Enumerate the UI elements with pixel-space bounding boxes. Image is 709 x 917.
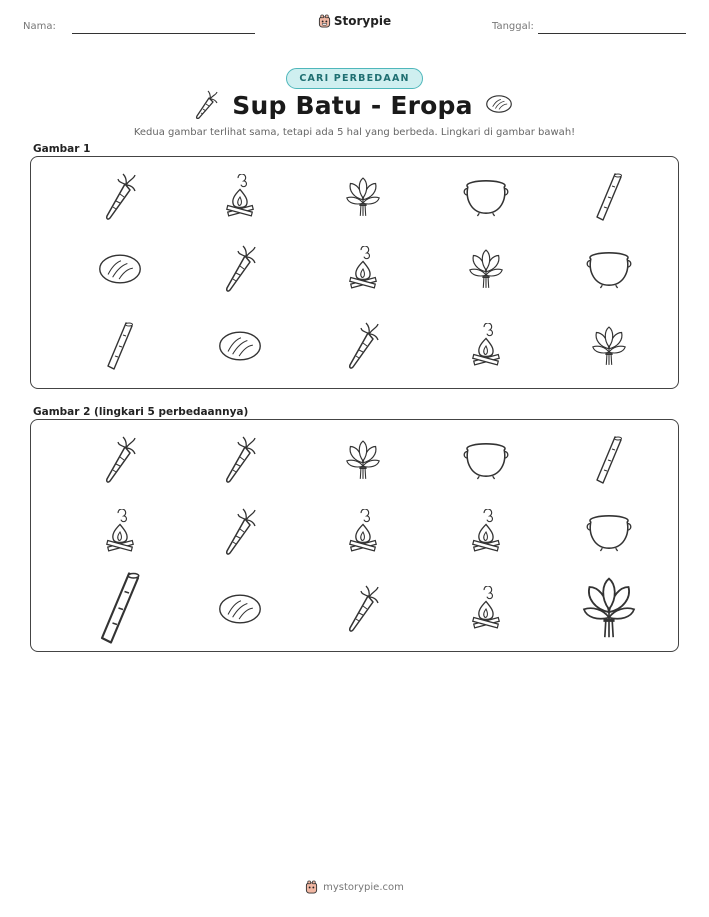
grid-cell	[68, 238, 172, 304]
page-title: Sup Batu - Eropa	[232, 90, 473, 120]
grid-cell	[68, 315, 172, 381]
instructions: Kedua gambar terlihat sama, tetapi ada 5 hal yang berbeda. Lingkari di gambar bawah!	[133, 127, 576, 138]
grid-cell[interactable]	[68, 429, 172, 495]
name-label: Nama:	[23, 21, 56, 32]
leafy-greens-icon	[591, 325, 627, 371]
stick-icon	[594, 172, 624, 226]
grid-cell	[68, 166, 172, 232]
leafy-greens-icon	[468, 248, 504, 294]
title-bread-icon	[485, 94, 515, 116]
activity-badge: CARI PERBEDAAN	[286, 68, 422, 89]
bread-loaf-icon	[97, 252, 143, 290]
leafy-greens-icon	[345, 439, 381, 485]
date-line[interactable]	[538, 33, 686, 34]
campfire-icon	[469, 586, 503, 636]
grid-cell[interactable]	[311, 578, 415, 644]
grid-cell[interactable]	[557, 429, 661, 495]
campfire-icon	[223, 174, 257, 224]
grid-cell[interactable]	[557, 578, 661, 644]
grid-cell	[188, 315, 292, 381]
grid-cell[interactable]	[434, 429, 538, 495]
grid-cell[interactable]	[188, 578, 292, 644]
brand	[0, 13, 709, 32]
title-carrot-icon	[194, 90, 220, 120]
storypie-mascot-icon	[318, 14, 331, 28]
leafy-greens-icon	[581, 575, 637, 646]
carrot-icon	[346, 322, 380, 374]
stick-icon	[594, 435, 624, 489]
panel-1-label: Gambar 1	[33, 143, 91, 155]
grid-cell[interactable]	[68, 501, 172, 567]
grid-cell[interactable]	[188, 501, 292, 567]
stick-icon	[98, 571, 143, 652]
grid-cell[interactable]	[188, 429, 292, 495]
brand-name: Storypie	[333, 14, 392, 28]
grid-cell	[434, 166, 538, 232]
name-line[interactable]	[72, 33, 255, 34]
grid-cell[interactable]	[557, 501, 661, 567]
cooking-pot-icon	[585, 249, 633, 293]
panel-2-label: Gambar 2 (lingkari 5 perbedaannya)	[33, 406, 249, 418]
carrot-icon	[223, 245, 257, 297]
storypie-mascot-icon	[305, 880, 318, 894]
date-label: Tanggal:	[492, 21, 534, 32]
stick-icon	[105, 321, 135, 375]
carrot-icon	[103, 173, 137, 225]
cooking-pot-icon	[462, 177, 510, 221]
footer	[0, 880, 709, 894]
bread-loaf-icon	[217, 592, 263, 630]
campfire-icon	[469, 323, 503, 373]
grid-cell	[188, 166, 292, 232]
campfire-icon	[346, 246, 380, 296]
grid-cell	[557, 315, 661, 381]
grid-cell[interactable]	[311, 429, 415, 495]
grid-cell	[434, 315, 538, 381]
leafy-greens-icon	[345, 176, 381, 222]
cooking-pot-icon	[585, 512, 633, 556]
campfire-icon	[346, 509, 380, 559]
footer-site[interactable]: mystorypie.com	[323, 881, 404, 893]
carrot-icon	[103, 436, 137, 488]
campfire-icon	[469, 509, 503, 559]
carrot-icon	[223, 436, 257, 488]
grid-cell	[311, 315, 415, 381]
grid-cell	[557, 166, 661, 232]
campfire-icon	[103, 509, 137, 559]
carrot-icon	[346, 585, 380, 637]
grid-cell	[557, 238, 661, 304]
grid-cell[interactable]	[434, 578, 538, 644]
grid-cell	[311, 238, 415, 304]
carrot-icon	[223, 508, 257, 560]
grid-cell	[311, 166, 415, 232]
grid-cell	[434, 238, 538, 304]
panel-2[interactable]	[30, 419, 679, 652]
panel-1	[30, 156, 679, 389]
grid-cell	[188, 238, 292, 304]
cooking-pot-icon	[462, 440, 510, 484]
grid-cell[interactable]	[434, 501, 538, 567]
grid-cell[interactable]	[311, 501, 415, 567]
bread-loaf-icon	[217, 329, 263, 367]
grid-cell[interactable]	[68, 578, 172, 644]
